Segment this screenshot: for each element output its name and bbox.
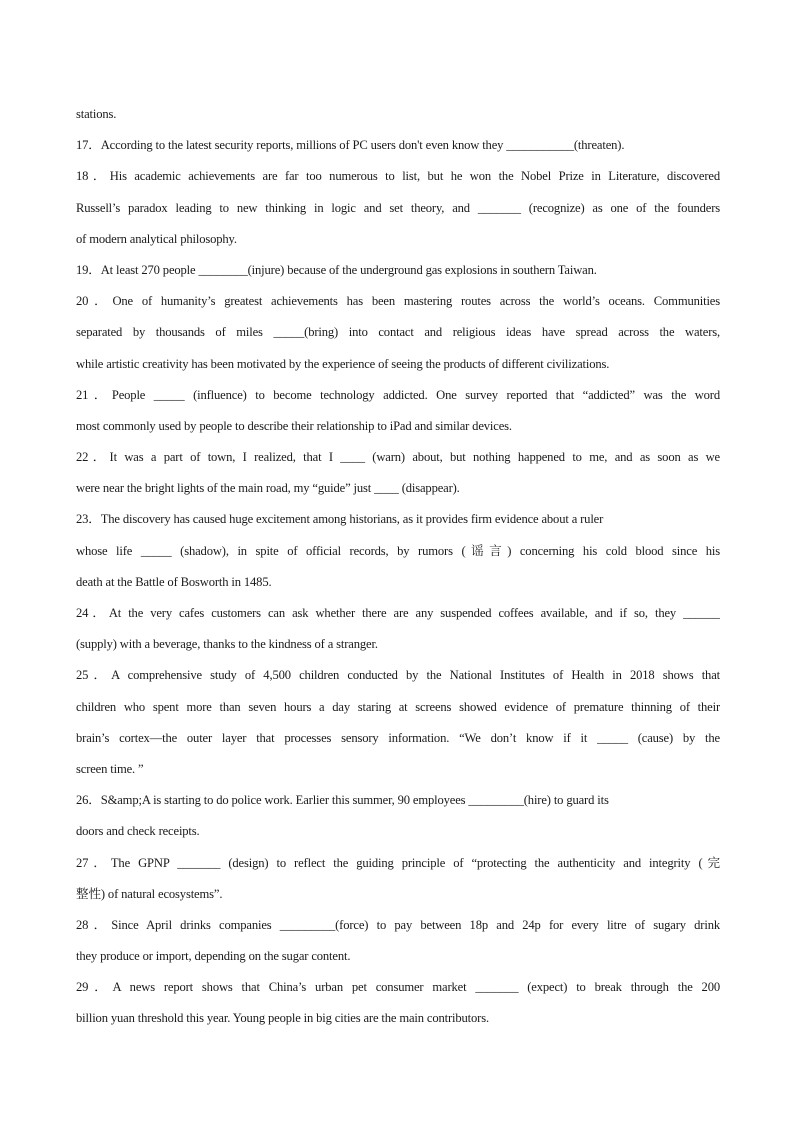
text-line: 19．At least 270 people ________(injure) because of the underground gas explosions in southern Taiwan. (76, 262, 597, 277)
text-line: were near the bright lights of the main road, my “guide” just ____ (disappear). (76, 481, 460, 496)
text-line: 22．It was a part of town, I realized, that I ____ (warn) about, but nothing happened to me, and as soon as we (76, 450, 720, 465)
text-line: 27．The GPNP _______ (design) to reflect the guiding principle of “protecting the authenticity and integrity (完 (76, 855, 720, 870)
text-line: 25．A comprehensive study of 4,500 children conducted by the National Institutes of Health in 2018 shows that (76, 668, 720, 683)
text-line: 17．According to the latest security reports, millions of PC users don't even know they ___________(threaten). (76, 138, 625, 153)
text-line: of modern analytical philosophy. (76, 231, 237, 246)
text-line: 24．At the very cafes customers can ask whether there are any suspended coffees available, and if so, they ______ (76, 606, 720, 620)
text-line: stations. (76, 107, 117, 121)
text-line: 20．One of humanity’s greatest achievements has been mastering routes across the world’s oceans. Communities (76, 294, 720, 309)
text-line: separated by thousands of miles _____(bring) into contact and religious ideas have spread across the waters, (76, 325, 720, 340)
text-line: while artistic creativity has been motivated by the experience of seeing the products of different civilizations. (76, 356, 610, 371)
text-line: 整性) of natural ecosystems”. (76, 886, 223, 901)
text-line: children who spent more than seven hours a day staring at screens showed evidence of premature thinning of their (76, 699, 720, 714)
text-line: doors and check receipts. (76, 824, 200, 839)
text-line: 28．Since April drinks companies _________(force) to pay between 18p and 24p for every litre of sugary drink (76, 917, 720, 932)
text-line: billion yuan threshold this year. Young people in big cities are the main contributors. (76, 1011, 489, 1026)
text-line: brain’s cortex—the outer layer that processes sensory information. “We don’t know if it _____ (cause) by the (76, 730, 720, 745)
text-line: 26．S&amp;A is starting to do police work. Earlier this summer, 90 employees _________(hire) to guard its (76, 793, 609, 808)
text-line: 18．His academic achievements are far too numerous to list, but he won the Nobel Prize in Literature, discovered (76, 169, 720, 184)
text-line: screen time. ” (76, 761, 144, 776)
text-line: 29．A news report shows that China’s urban pet consumer market _______ (expect) to break through the 200 (76, 980, 720, 995)
text-line: whose life _____ (shadow), in spite of official records, by rumors (谣言) concerning his cold blood since his (76, 543, 720, 558)
text-line: death at the Battle of Bosworth in 1485. (76, 574, 272, 589)
text-line: 21．People _____ (influence) to become technology addicted. One survey reported that “addicted” was the word (76, 387, 720, 402)
text-line: (supply) with a beverage, thanks to the kindness of a stranger. (76, 637, 378, 652)
text-line: Russell’s paradox leading to new thinking in logic and set theory, and _______ (recognize) as one of the founders (76, 200, 720, 215)
text-line: 23．The discovery has caused huge excitement among historians, as it provides firm evidence about a ruler (76, 512, 604, 527)
text-line: they produce or import, depending on the sugar content. (76, 949, 351, 964)
document-page (76, 99, 720, 1035)
text-line: most commonly used by people to describe their relationship to iPad and similar devices. (76, 418, 512, 433)
